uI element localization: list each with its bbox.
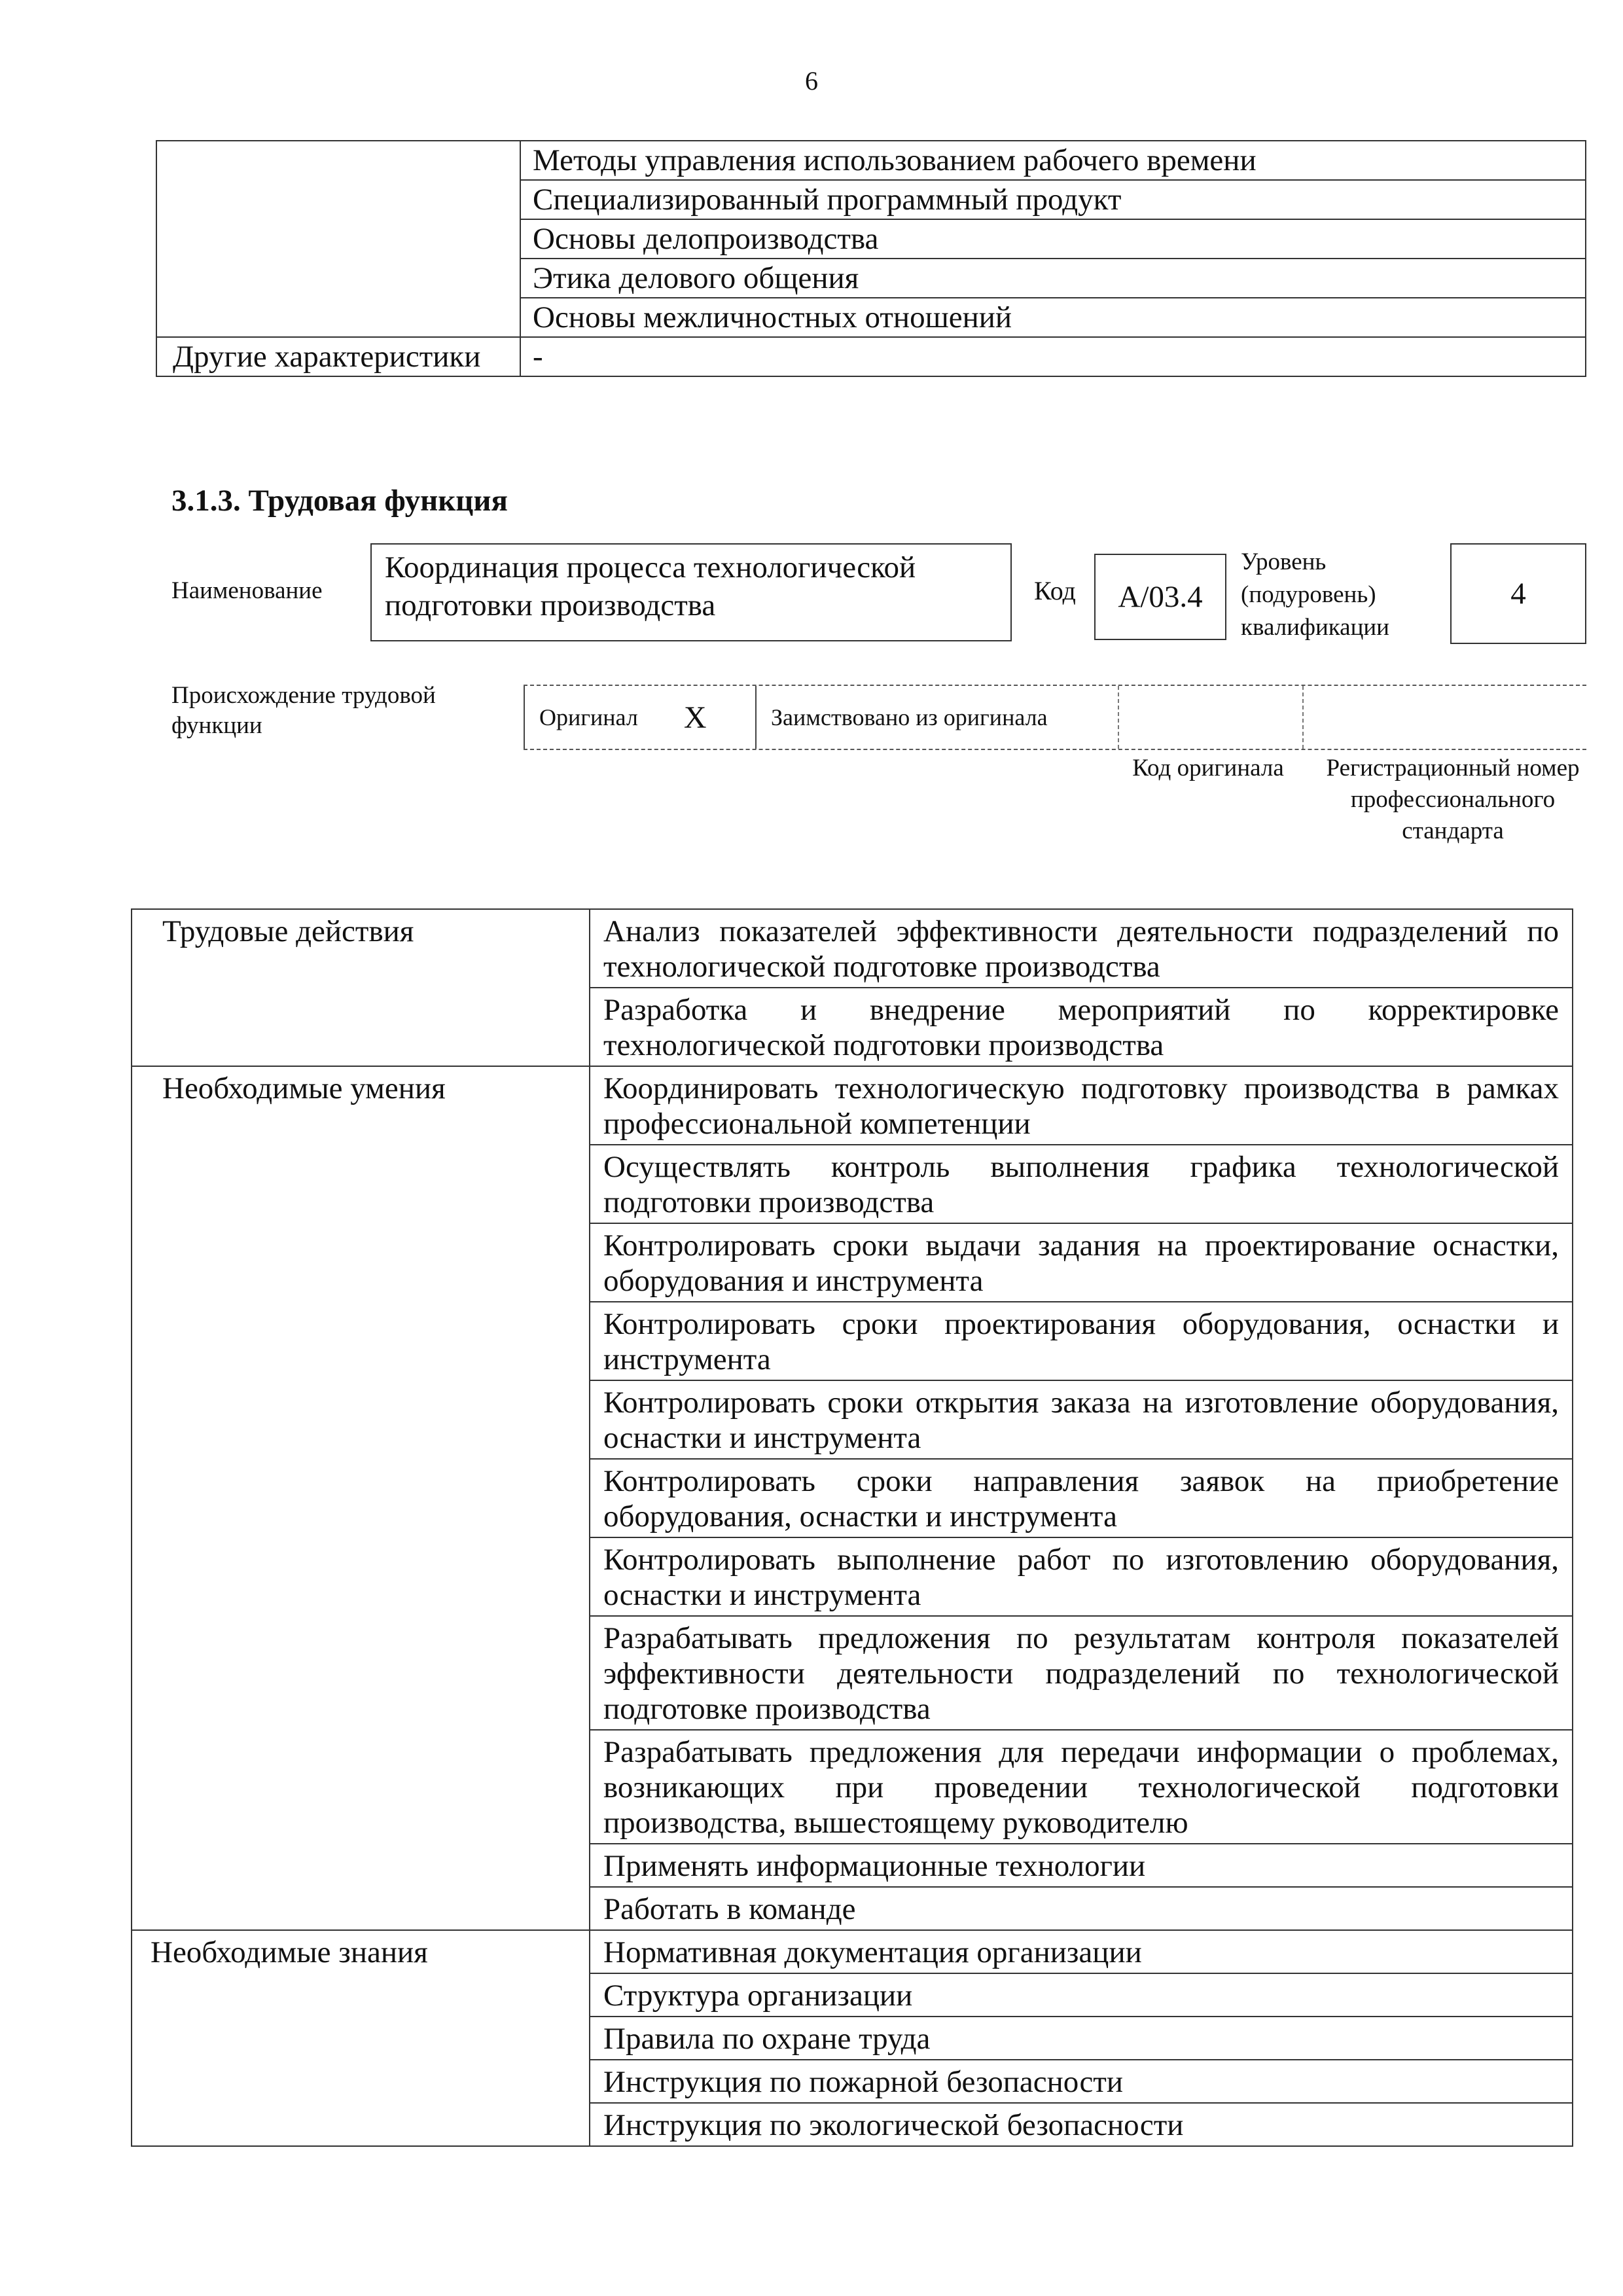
skill-item: Разрабатывать предложения по результатам контроля показателей эффективности деятельности подразделений по технологической подготовке производства (590, 1616, 1573, 1730)
reg-number-cell (1302, 686, 1585, 749)
knowledge-item: Этика делового общения (520, 259, 1586, 298)
origin-row (524, 685, 1586, 750)
skill-item: Осуществлять контроль выполнения графика технологической подготовки производства (590, 1145, 1573, 1223)
borrowed-label: Заимствовано из оригинала (771, 704, 1048, 730)
skill-item: Контролировать сроки направления заявок на приобретение оборудования, оснастки и инструмента (590, 1459, 1573, 1537)
function-name-box (370, 543, 1012, 641)
original-code-cell (1118, 686, 1302, 749)
knowledge-item: Методы управления использованием рабочего времени (520, 141, 1586, 180)
reg-number-caption: Регистрационный номер профессионального стандарта (1326, 755, 1580, 844)
code-box (1094, 554, 1226, 640)
skill-item: Координировать технологическую подготовку производства в рамках профессиональной компетенции (590, 1066, 1573, 1145)
code-label: Код (1034, 576, 1076, 605)
skill-item: Контролировать сроки проектирования оборудования, оснастки и инструмента (590, 1302, 1573, 1380)
empty-label-cell (156, 141, 520, 337)
level-label: Уровень (подуровень) квалификации (1241, 548, 1389, 641)
skill-item: Контролировать сроки выдачи задания на проектирование оснастки, оборудования и инструмента (590, 1223, 1573, 1302)
knowledge-item: Инструкция по экологической безопасности (590, 2103, 1573, 2146)
other-characteristics-value: - (520, 337, 1586, 376)
knowledge-item: Специализированный программный продукт (520, 180, 1586, 219)
skill-item: Разрабатывать предложения для передачи информации о проблемах, возникающих при проведении технологической подготовки производства, вышестоящему руководителю (590, 1730, 1573, 1844)
original-label: Оригинал (539, 704, 638, 730)
skill-item: Применять информационные технологии (590, 1844, 1573, 1887)
labor-action-item: Анализ показателей эффективности деятельности подразделений по технологической подготовке производства (590, 909, 1573, 988)
table-row (156, 337, 1586, 376)
knowledge-continuation-table (156, 140, 1586, 377)
labor-function-table (131, 908, 1573, 2147)
knowledge-item: Правила по охране труда (590, 2017, 1573, 2060)
table-row (132, 909, 1573, 988)
skill-item: Работать в команде (590, 1887, 1573, 1930)
code-value: А/03.4 (1118, 580, 1203, 614)
section-title: 3.1.3. Трудовая функция (171, 484, 508, 518)
original-mark: X (683, 700, 707, 735)
knowledge-item: Основы межличностных отношений (520, 298, 1586, 337)
labor-actions-label: Трудовые действия (132, 909, 590, 1066)
labor-action-item: Разработка и внедрение мероприятий по корректировке технологической подготовки производства (590, 988, 1573, 1066)
level-box (1450, 543, 1586, 644)
knowledge-item: Структура организации (590, 1973, 1573, 2017)
origin-label: Происхождение трудовой функции (171, 682, 436, 739)
skill-item: Контролировать выполнение работ по изготовлению оборудования, оснастки и инструмента (590, 1537, 1573, 1616)
skill-item: Контролировать сроки открытия заказа на изготовление оборудования, оснастки и инструмента (590, 1380, 1573, 1459)
table-row (156, 141, 1586, 180)
borrowed-cell (755, 686, 1118, 749)
table-row (132, 1930, 1573, 1973)
knowledge-item: Нормативная документация организации (590, 1930, 1573, 1973)
original-code-caption: Код оригинала (1132, 755, 1284, 781)
table-row (132, 1066, 1573, 1145)
page-number: 6 (805, 66, 818, 96)
knowledge-item: Инструкция по пожарной безопасности (590, 2060, 1573, 2103)
other-characteristics-label: Другие характеристики (156, 337, 520, 376)
level-value: 4 (1510, 577, 1526, 611)
name-label: Наименование (171, 577, 323, 604)
required-skills-label: Необходимые умения (132, 1066, 590, 1930)
original-cell (524, 686, 755, 749)
required-knowledge-label: Необходимые знания (132, 1930, 590, 2146)
function-name-value: Координация процесса технологической подготовки производства (385, 550, 916, 622)
knowledge-item: Основы делопроизводства (520, 219, 1586, 259)
